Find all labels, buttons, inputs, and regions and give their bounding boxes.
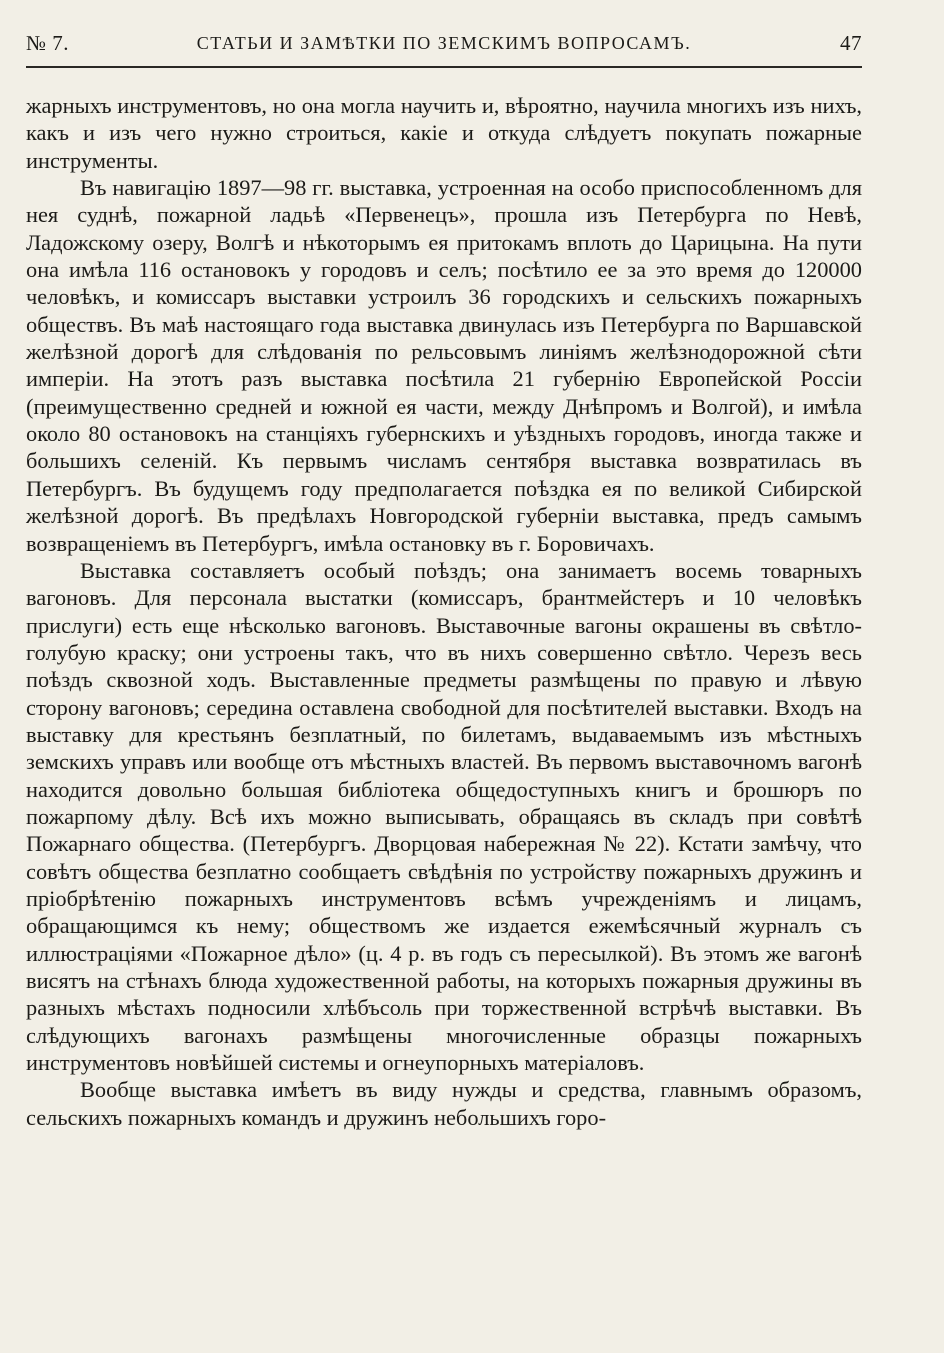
paragraph: Въ навигацію 1897—98 гг. выставка, устроенная на особо приспособленномъ для нея суднѣ, пожарной ладьѣ «Первенецъ», прошла изъ Петербурга по Невѣ, Ладожскому озеру, Волгѣ и нѣкоторымъ ея притокамъ вплоть до Царицына. На пути она имѣла 116 остановокъ у городовъ и селъ; посѣтило ее за это время до 120000 человѣкъ, и комиссаръ выставки устроилъ 36 городскихъ и сельскихъ пожарныхъ обществъ. Въ маѣ настоящаго года выставка двинулась изъ Петербурга по Варшавской желѣзной дорогѣ для слѣдованія по рельсовымъ линіямъ желѣзнодорожной сѣти имперіи. На этотъ разъ выставка посѣтила 21 губернію Европейской Россіи (преимущественно средней и южной ея части, между Днѣпромъ и Волгой), и имѣла около 80 остановокъ на станціяхъ губернскихъ и уѣздныхъ городовъ, иногда также и большихъ селеній. Къ первымъ числамъ сентября выставка возвратилась въ Петербургъ. Въ будущемъ году предполагается поѣздка ея по великой Сибирской желѣзной дорогѣ. Въ предѣлахъ Новгородской губерніи выставка, предъ самымъ возвращеніемъ въ Петербургъ, имѣла остановку въ г. Боровичахъ. (26, 175, 862, 556)
running-title: СТАТЬИ И ЗАМѢТКИ ПО ЗЕМСКИМЪ ВОПРОСАМЪ. (196, 33, 692, 53)
paragraph: Вообще выставка имѣетъ въ виду нужды и средства, главнымъ образомъ, сельскихъ пожарныхъ командъ и дружинъ небольшихъ горо- (26, 1077, 862, 1130)
running-header (26, 30, 862, 56)
page-number: 47 (840, 31, 862, 55)
paragraph-continuation: жарныхъ инструментовъ, но она могла научить и, вѣроятно, научила многихъ изъ нихъ, какъ и изъ чего нужно строиться, какіе и откуда слѣдуетъ покупать пожарные инструменты. (26, 93, 862, 173)
header-rule (26, 66, 862, 68)
article-body (26, 92, 862, 1131)
issue-number: № 7. (26, 31, 70, 55)
paragraph: Выставка составляетъ особый поѣздъ; она занимаетъ восемь товарныхъ вагоновъ. Для персонала выстатки (комиссаръ, брантмейстеръ и 10 человѣкъ прислуги) есть еще нѣсколько вагоновъ. Выставочные вагоны окрашены въ свѣтло-голубую краску; они устроены такъ, что въ нихъ совершенно свѣтло. Черезъ весь поѣздъ сквозной ходъ. Выставленные предметы размѣщены по правую и лѣвую сторону вагоновъ; середина оставлена свободной для посѣтителей выставки. Входъ на выставку для крестьянъ безплатный, по билетамъ, выдаваемымъ изъ мѣстныхъ земскихъ управъ или вообще отъ мѣстныхъ властей. Въ первомъ выставочномъ вагонѣ находится довольно большая библіотека общедоступныхъ книгъ и брошюръ по пожарпому дѣлу. Всѣ ихъ можно выписывать, обращаясь въ складъ при совѣтѣ Пожарнаго общества. (Петербургъ. Дворцовая набережная № 22). Кстати замѣчу, что совѣтъ общества безплатно сообщаетъ свѣдѣнія по устройству пожарныхъ дружинъ и пріобрѣтенію пожарныхъ инструментовъ всѣмъ учрежденіямъ и лицамъ, обращающимся къ нему; обществомъ же издается ежемѣсячный журналъ съ иллюстраціями «Пожарное дѣло» (ц. 4 р. въ годъ съ пересылкой). Въ этомъ же вагонѣ висятъ на стѣнахъ блюда художественной работы, на которыхъ пожарныя дружины въ разныхъ мѣстахъ подносили хлѣбъсоль при торжественной встрѣчѣ выставки. Въ слѣдующихъ вагонахъ размѣщены многочисленные образцы пожарныхъ инструментовъ новѣйшей системы и огнеупорныхъ матеріаловъ. (26, 557, 862, 1076)
